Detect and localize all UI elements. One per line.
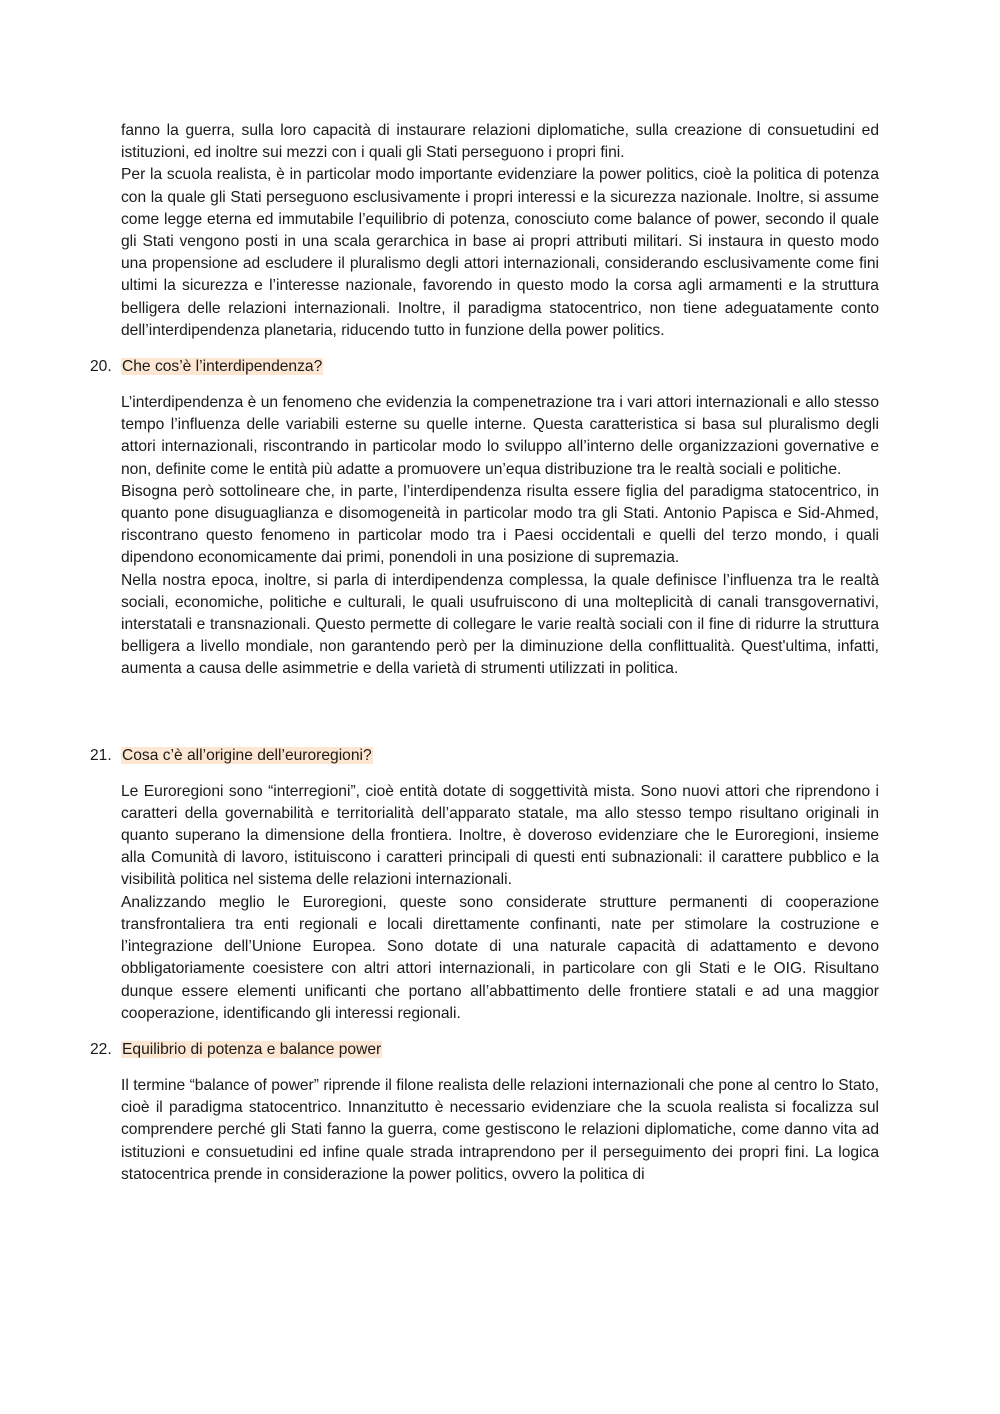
question-22-title: Equilibrio di potenza e balance power: [122, 1040, 382, 1058]
question-20-answer: [121, 392, 879, 681]
question-21-number: 21.: [90, 746, 112, 764]
q20-paragraph-1: L’interdipendenza è un fenomeno che evidenzia la compenetrazione tra i vari attori internazionali e allo stesso tempo l’influenza delle variabili esterne su quelle interne. Questa caratteristica si basa sul pluralismo degli attori internazionali, riscontrando in particolar modo lo sviluppo all’interno delle organizzazioni governative e non, definite come le entità più adatte a promuovere un’equa distribuzione tra le realtà sociali e politiche.: [121, 394, 879, 478]
q21-paragraph-2: Analizzando meglio le Euroregioni, queste sono considerate strutture permanenti di cooperazione transfrontaliera tra enti regionali e locali direttamente confinanti, nate per stimolare la costruzione e l’integrazione dell’Unione Europea. Sono dotate di una naturale capacità di adattamento e devono obbligatoriamente coesistere con altri attori internazionali, in particolare con gli Stati e le OIG. Risultano dunque essere elementi unificanti che portano all’abbattimento delle frontiere statali e ad una maggior cooperazione, identificando gli interessi regionali.: [121, 893, 879, 1022]
question-21-title: Cosa c’è all’origine dell’euroregioni?: [122, 746, 372, 764]
question-20-heading: [90, 356, 879, 378]
question-21-answer: [121, 781, 879, 1025]
q21-paragraph-1: Le Euroregioni sono “interregioni”, cioè entità dotate di soggettività mista. Sono nuovi attori che riprendono i caratteri della governabilità e territorialità dell’apparato statale, ma allo stesso tempo risultano originali in quanto superano la dimensione della frontiera. Inoltre, è doveroso evidenziare che le Euroregioni, insieme alla Comunità di lavoro, istituiscono i caratteri principali di questi enti subnazionali: il carattere pubblico e la visibilità politica nel sistema delle relazioni internazionali.: [121, 782, 879, 889]
question-22-number: 22.: [90, 1040, 112, 1058]
question-21-heading: [90, 745, 879, 767]
document-body: [90, 120, 879, 1186]
question-22-answer: [121, 1075, 879, 1186]
section-spacer: [121, 681, 879, 731]
question-22-heading: [90, 1039, 879, 1061]
q20-paragraph-3: Nella nostra epoca, inoltre, si parla di interdipendenza complessa, la quale definisce l’influenza tra le realtà sociali, economiche, politiche e culturali, le quali usufruiscono di una molteplicità di canali transgovernativi, interstatali e transnazionali. Questo permette di collegare le varie realtà sociali con il fine di ridurre la struttura belligera a livello mondiale, non garantendo però per la diminuzione della conflittualità. Quest'ultima, infatti, aumenta a causa delle asimmetrie e della varietà di strumenti utilizzati in politica.: [121, 571, 879, 678]
question-20-number: 20.: [90, 358, 112, 376]
q20-paragraph-2: Bisogna però sottolineare che, in parte, l’interdipendenza risulta essere figlia del paradigma statocentrico, in quanto pone disuguaglianza e disomogeneità in particolar modo tra gli Stati. Antonio Papisca e Sid-Ahmed, riscontrano questo fenomeno in particolar modo tra i Paesi occidentali e quelli del terzo mondo, i quali dipendono economicamente dai primi, ponendoli in una posizione di supremazia.: [121, 482, 879, 567]
intro-paragraph-2: Per la scuola realista, è in particolar modo importante evidenziare la power politics, cioè la politica di potenza con la quale gli Stati perseguono esclusivamente i propri interessi e la sicurezza nazionale. Inoltre, si assume come legge eterna ed immutabile l’equilibrio di potenza, conosciuto come balance of power, secondo il quale gli Stati vengono posti in una scala gerarchica in base ai propri attributi militari. Si instaura in questo modo una propensione ad escludere il pluralismo degli attori internazionali, considerando esclusivamente come fini ultimi la sicurezza e l’interesse nazionale, favorendo in questo modo la corsa agli armamenti e la struttura belligera delle relazioni internazionali. Inoltre, il paradigma statocentrico, non tiene adeguatamente conto dell’interdipendenza planetaria, riducendo tutto in funzione della power politics.: [121, 166, 879, 339]
question-20-title: Che cos’è l’interdipendenza?: [122, 358, 323, 376]
q22-paragraph-1: Il termine “balance of power” riprende il filone realista delle relazioni internazionali che pone al centro lo Stato, cioè il paradigma statocentrico. Innanzitutto è necessario evidenziare che la scuola realista si focalizza sul comprendere perché gli Stati fanno la guerra, come gestiscono le relazioni diplomatiche, come danno vita ad istituzioni e consuetudini ed infine quale strada intraprendono per il perseguimento dei propri fini. La logica statocentrica prende in considerazione la power politics, ovvero la politica di: [121, 1076, 879, 1183]
intro-paragraph-1: fanno la guerra, sulla loro capacità di instaurare relazioni diplomatiche, sulla creazione di consuetudini ed istituzioni, ed inoltre sui mezzi con i quali gli Stati perseguono i propri fini.: [121, 122, 879, 162]
